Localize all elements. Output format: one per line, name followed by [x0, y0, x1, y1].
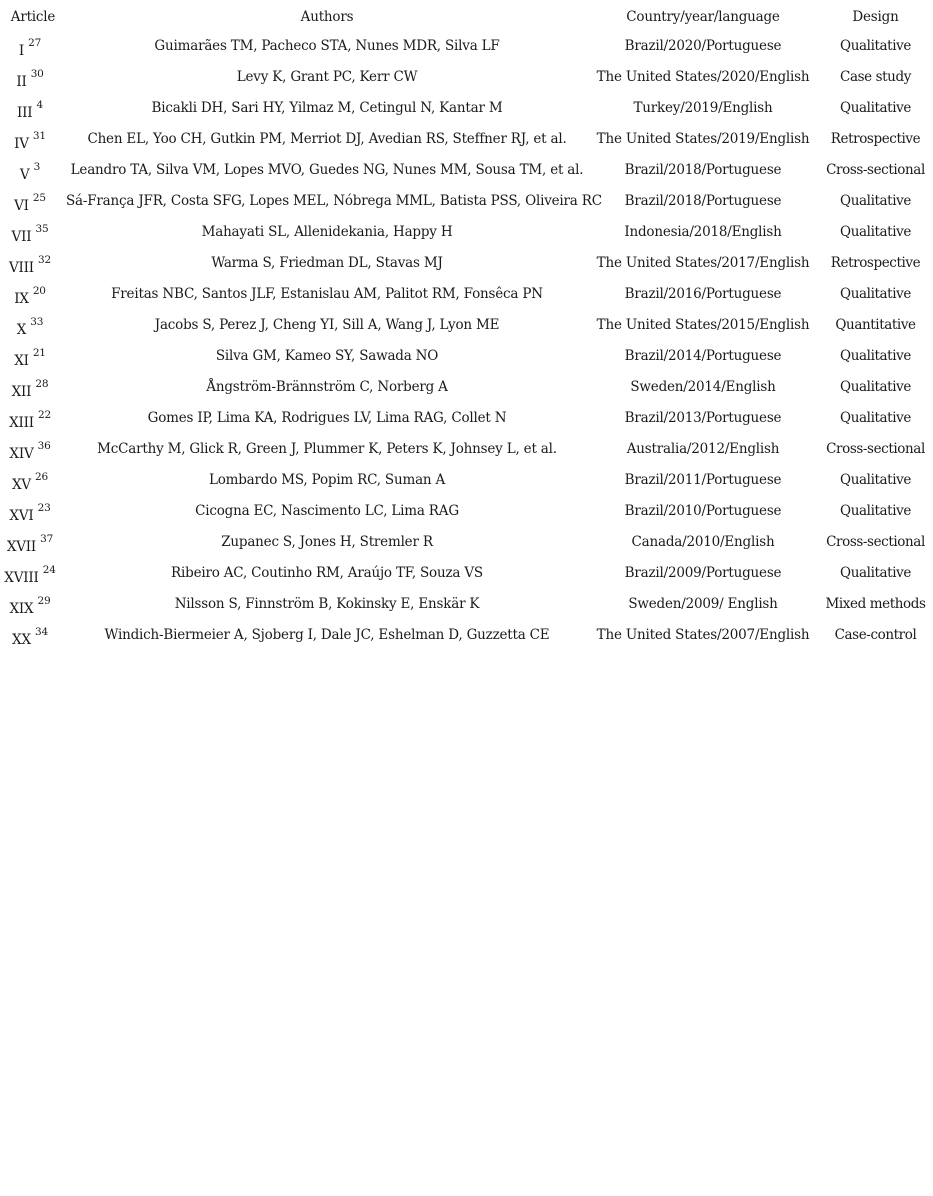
reference-number: 26 [35, 471, 49, 484]
country-year-language-cell: The United States/2020/English [596, 68, 810, 85]
article-numeral: III [17, 104, 33, 121]
article-numeral: VI [14, 197, 29, 214]
authors-cell: Silva GM, Kameo SY, Sawada NO [215, 347, 439, 364]
article-numeral: XVI [9, 507, 34, 524]
country-year-language-cell: Brazil/2016/Portuguese [624, 285, 782, 302]
authors-cell: Guimarães TM, Pacheco STA, Nunes MDR, Silva LF [154, 37, 500, 54]
design-cell: Mixed methods [825, 595, 926, 612]
design-cell: Cross-sectional [826, 533, 925, 550]
reference-number: 20 [32, 285, 46, 298]
table-row [0, 154, 933, 185]
country-year-language-cell: Sweden/2014/English [630, 378, 776, 395]
reference-number: 4 [36, 99, 43, 112]
header-authors: Authors [300, 9, 354, 25]
design-cell: Qualitative [840, 285, 911, 302]
country-year-language-cell: Indonesia/2018/English [624, 223, 782, 240]
article-numeral: IX [14, 290, 29, 307]
reference-number: 24 [42, 564, 56, 577]
reference-number: 32 [38, 254, 51, 267]
table-row [0, 557, 933, 588]
design-cell: Retrospective [830, 130, 921, 147]
country-year-language-cell: Brazil/2014/Portuguese [624, 347, 782, 364]
reference-number: 30 [30, 68, 44, 81]
authors-cell: Chen EL, Yoo CH, Gutkin PM, Merriot DJ, Avedian RS, Steffner RJ, et al. [87, 130, 567, 147]
articles-table [0, 4, 933, 650]
design-cell: Qualitative [840, 99, 911, 116]
design-cell: Qualitative [840, 471, 911, 488]
table-row [0, 526, 933, 557]
article-cell [0, 30, 66, 61]
reference-number: 23 [37, 502, 51, 515]
country-year-language-cell: Sweden/2009/ English [628, 595, 778, 612]
reference-number: 21 [32, 347, 46, 360]
country-year-language-cell: Brazil/2020/Portuguese [624, 37, 782, 54]
design-cell: Qualitative [840, 409, 911, 426]
authors-cell: McCarthy M, Glick R, Green J, Plummer K, Peters K, Johnsey L, et al. [97, 440, 557, 457]
table-body [0, 30, 933, 650]
authors-cell: Levy K, Grant PC, Kerr CW [236, 68, 418, 85]
article-cell [0, 123, 66, 154]
article-cell [0, 371, 66, 402]
table-header [0, 4, 933, 30]
reference-number: 3 [33, 161, 41, 174]
header-design: Design [852, 9, 899, 25]
table-row [0, 278, 933, 309]
table-row [0, 247, 933, 278]
country-year-language-cell: Brazil/2018/Portuguese [624, 161, 782, 178]
country-year-language-cell: The United States/2007/English [596, 626, 810, 643]
design-cell: Qualitative [840, 378, 911, 395]
country-year-language-cell: Canada/2010/English [631, 533, 775, 550]
table-row [0, 402, 933, 433]
table-row [0, 30, 933, 61]
article-cell [0, 247, 66, 278]
article-numeral: X [16, 321, 27, 338]
table-row [0, 371, 933, 402]
authors-cell: Nilsson S, Finnström B, Kokinsky E, Enskär K [174, 595, 480, 612]
reference-number: 22 [37, 409, 51, 422]
authors-cell: Warma S, Friedman DL, Stavas MJ [211, 254, 443, 271]
reference-number: 37 [40, 533, 54, 546]
design-cell: Qualitative [840, 192, 911, 209]
article-cell [0, 309, 66, 340]
authors-cell: Windich-Biermeier A, Sjoberg I, Dale JC, Eshelman D, Guzzetta CE [104, 626, 550, 643]
article-cell [0, 185, 66, 216]
table-row [0, 433, 933, 464]
design-cell: Case-control [834, 626, 917, 643]
article-cell [0, 216, 66, 247]
article-numeral: V [19, 166, 30, 183]
article-numeral: XIII [9, 414, 34, 431]
authors-cell: Sá-França JFR, Costa SFG, Lopes MEL, Nóbrega MML, Batista PSS, Oliveira RC [66, 192, 602, 209]
article-cell [0, 433, 66, 464]
article-cell [0, 154, 66, 185]
table-row [0, 619, 933, 650]
design-cell: Case study [840, 68, 911, 85]
design-cell: Qualitative [840, 347, 911, 364]
authors-cell: Ribeiro AC, Coutinho RM, Araújo TF, Souza VS [171, 564, 483, 581]
article-cell [0, 61, 66, 92]
article-cell [0, 278, 66, 309]
country-year-language-cell: The United States/2019/English [596, 130, 810, 147]
design-cell: Quantitative [835, 316, 916, 333]
table-row [0, 340, 933, 371]
header-article: Article [10, 9, 56, 25]
article-numeral: VII [11, 228, 32, 245]
reference-number: 28 [35, 378, 49, 391]
table-row [0, 92, 933, 123]
table-row [0, 464, 933, 495]
article-numeral: II [16, 73, 27, 90]
authors-cell: Ångström-Brännström C, Norberg A [206, 378, 448, 395]
article-cell [0, 526, 66, 557]
article-numeral: XIV [9, 445, 34, 462]
design-cell: Qualitative [840, 223, 911, 240]
country-year-language-cell: Brazil/2013/Portuguese [624, 409, 782, 426]
authors-cell: Zupanec S, Jones H, Stremler R [221, 533, 433, 550]
authors-cell: Gomes IP, Lima KA, Rodrigues LV, Lima RAG, Collet N [147, 409, 507, 426]
table-row [0, 495, 933, 526]
country-year-language-cell: The United States/2017/English [596, 254, 810, 271]
country-year-language-cell: Brazil/2010/Portuguese [624, 502, 782, 519]
article-numeral: XIX [9, 600, 34, 617]
reference-number: 31 [32, 130, 46, 143]
authors-cell: Freitas NBC, Santos JLF, Estanislau AM, Palitot RM, Fonsêca PN [111, 285, 543, 302]
article-cell [0, 619, 66, 650]
design-cell: Cross-sectional [826, 161, 925, 178]
article-cell [0, 464, 66, 495]
design-cell: Qualitative [840, 564, 911, 581]
design-cell: Cross-sectional [826, 440, 925, 457]
article-numeral: XV [11, 476, 31, 493]
country-year-language-cell: Brazil/2011/Portuguese [624, 471, 782, 488]
country-year-language-cell: The United States/2015/English [596, 316, 810, 333]
table-row [0, 185, 933, 216]
article-numeral: XI [14, 352, 29, 369]
article-numeral: XVII [6, 538, 37, 555]
header-country-year-language: Country/year/language [626, 9, 780, 25]
reference-number: 27 [28, 37, 42, 50]
table-row [0, 216, 933, 247]
country-year-language-cell: Turkey/2019/English [633, 99, 773, 116]
country-year-language-cell: Brazil/2009/Portuguese [624, 564, 782, 581]
article-cell [0, 557, 66, 588]
article-numeral: XX [12, 631, 31, 648]
authors-cell: Cicogna EC, Nascimento LC, Lima RAG [195, 502, 459, 519]
article-numeral: VIII [8, 259, 34, 276]
table-row [0, 588, 933, 619]
authors-cell: Jacobs S, Perez J, Cheng YI, Sill A, Wang J, Lyon ME [154, 316, 500, 333]
article-cell [0, 402, 66, 433]
reference-number: 36 [37, 440, 51, 453]
reference-number: 29 [37, 595, 51, 608]
design-cell: Qualitative [840, 502, 911, 519]
article-numeral: XII [11, 383, 32, 400]
design-cell: Retrospective [830, 254, 921, 271]
article-cell [0, 495, 66, 526]
table-row [0, 309, 933, 340]
reference-number: 25 [32, 192, 46, 205]
table-row [0, 123, 933, 154]
article-cell [0, 340, 66, 371]
header-row [0, 4, 933, 30]
country-year-language-cell: Australia/2012/English [626, 440, 780, 457]
table-row [0, 61, 933, 92]
authors-cell: Leandro TA, Silva VM, Lopes MVO, Guedes NG, Nunes MM, Sousa TM, et al. [70, 161, 584, 178]
article-cell [0, 588, 66, 619]
authors-cell: Bicakli DH, Sari HY, Yilmaz M, Cetingul N, Kantar M [151, 99, 503, 116]
reference-number: 34 [34, 626, 48, 639]
country-year-language-cell: Brazil/2018/Portuguese [624, 192, 782, 209]
authors-cell: Mahayati SL, Allenidekania, Happy H [201, 223, 453, 240]
design-cell: Qualitative [840, 37, 911, 54]
reference-number: 33 [30, 316, 44, 329]
article-numeral: IV [14, 135, 29, 152]
article-numeral: XVIII [4, 569, 39, 586]
article-numeral: I [18, 42, 25, 59]
authors-cell: Lombardo MS, Popim RC, Suman A [208, 471, 446, 488]
article-cell [0, 92, 66, 123]
reference-number: 35 [35, 223, 49, 236]
